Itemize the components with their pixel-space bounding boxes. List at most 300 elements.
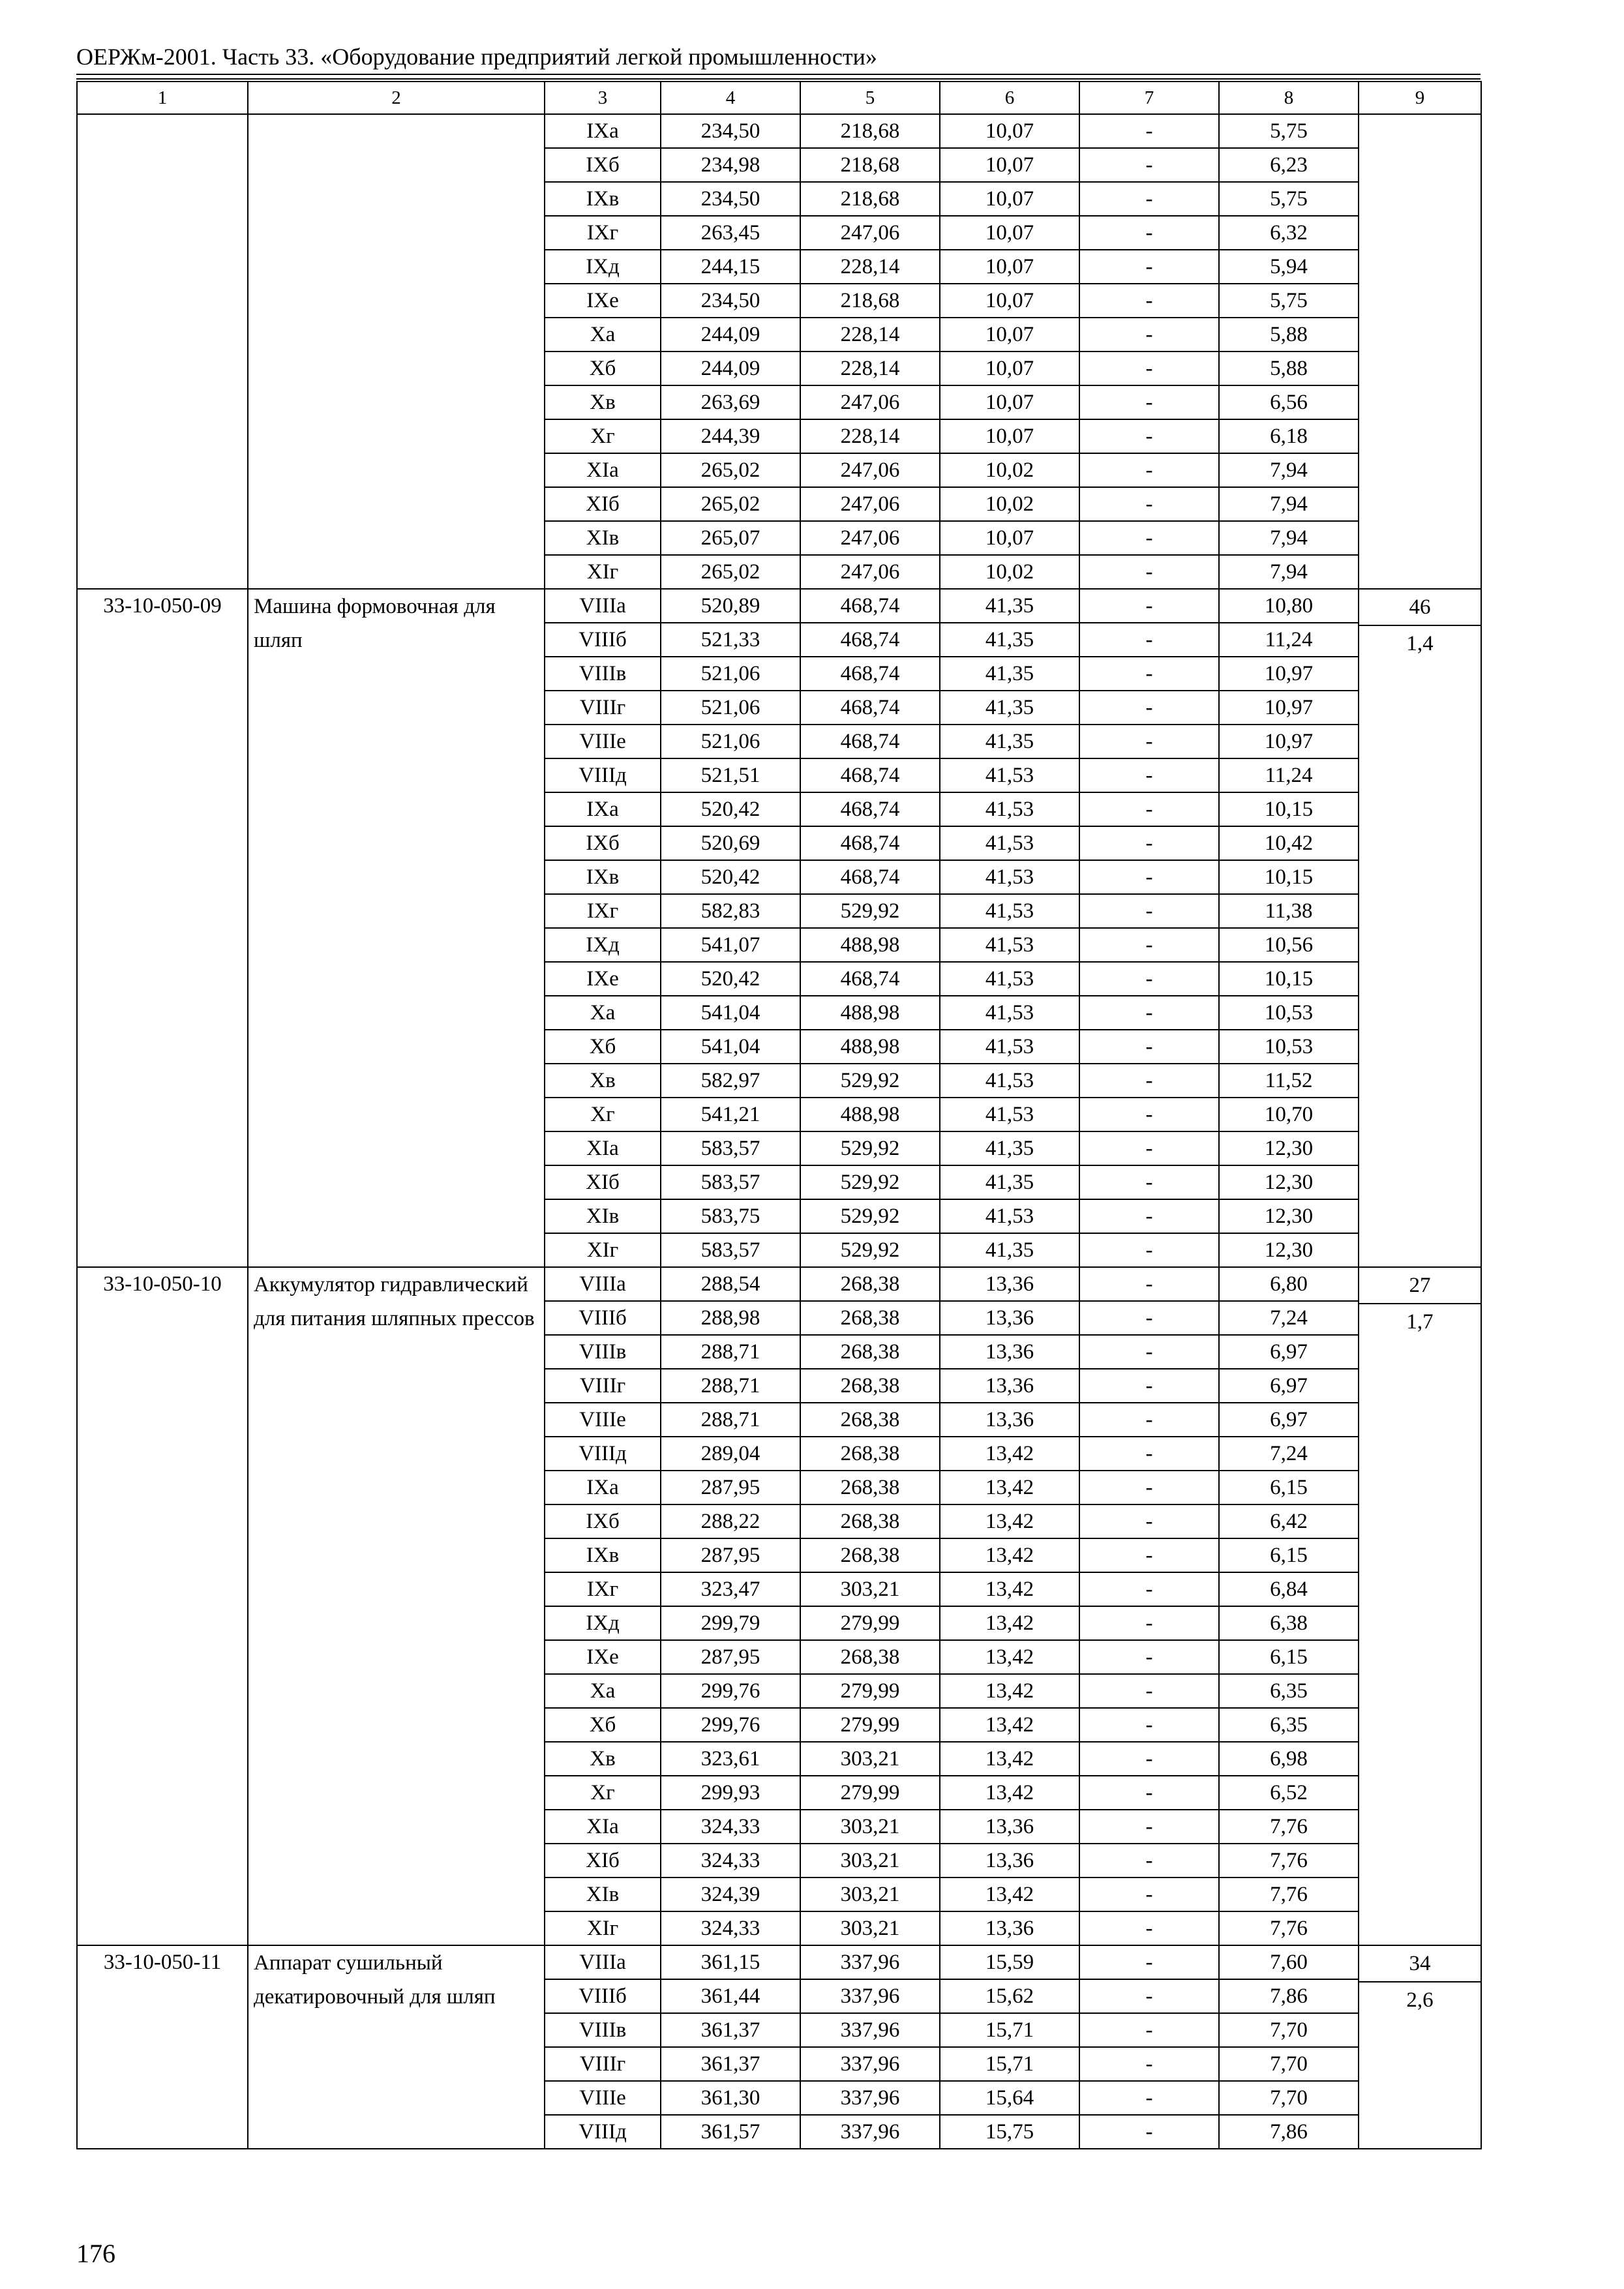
region-cell: IXд [545,250,661,284]
value-cell-7: - [1079,1437,1219,1471]
value-cell-4: 583,57 [661,1165,800,1199]
value-cell-5: 268,38 [800,1335,940,1369]
item-name [248,114,545,589]
value-cell-4: 287,95 [661,1640,800,1674]
region-cell: Xа [545,1674,661,1708]
value-cell-8: 7,86 [1219,2115,1359,2149]
value-cell-5: 228,14 [800,318,940,352]
value-cell-6: 10,07 [940,182,1079,216]
region-cell: IXа [545,1471,661,1504]
value-cell-5: 279,99 [800,1674,940,1708]
region-cell: VIIIг [545,2047,661,2081]
value-cell-8: 10,53 [1219,1030,1359,1064]
column-9-value: 46 [1409,595,1431,619]
value-cell-6: 13,42 [940,1504,1079,1538]
value-cell-7: - [1079,894,1219,928]
value-cell-5: 228,14 [800,250,940,284]
column-9-value: 34 [1409,1952,1431,1975]
item-name: Аппарат сушильный декатировочный для шляп [248,1945,545,2149]
region-cell: VIIIб [545,1301,661,1335]
region-cell: IXб [545,148,661,182]
value-cell-6: 10,07 [940,114,1079,148]
value-cell-4: 361,15 [661,1945,800,1979]
value-cell-6: 10,07 [940,250,1079,284]
value-cell-5: 488,98 [800,1098,940,1131]
item-code: 33-10-050-11 [77,1945,248,2149]
value-cell-7: - [1079,1776,1219,1810]
running-header: ОЕРЖм-2001. Часть 33. «Оборудование предприятий легкой промышленности» [76,44,877,70]
value-cell-8: 7,76 [1219,1810,1359,1844]
value-cell-5: 468,74 [800,623,940,657]
value-cell-5: 468,74 [800,792,940,826]
value-cell-5: 247,06 [800,487,940,521]
region-cell: IXа [545,792,661,826]
value-cell-4: 582,97 [661,1064,800,1098]
column-number: 2 [248,82,545,114]
value-cell-4: 521,51 [661,758,800,792]
value-cell-5: 529,92 [800,894,940,928]
value-cell-5: 337,96 [800,1979,940,2013]
value-cell-6: 13,36 [940,1267,1079,1301]
value-cell-7: - [1079,996,1219,1030]
value-cell-5: 337,96 [800,2081,940,2115]
value-cell-4: 520,42 [661,962,800,996]
region-cell: IXб [545,826,661,860]
value-cell-7: - [1079,860,1219,894]
value-cell-6: 41,35 [940,1131,1079,1165]
value-cell-8: 7,76 [1219,1844,1359,1878]
value-cell-4: 234,50 [661,284,800,318]
value-cell-5: 468,74 [800,758,940,792]
value-cell-8: 10,70 [1219,1098,1359,1131]
value-cell-8: 11,52 [1219,1064,1359,1098]
value-cell-4: 288,71 [661,1335,800,1369]
value-cell-6: 41,53 [940,792,1079,826]
value-cell-7: - [1079,1504,1219,1538]
value-cell-8: 6,15 [1219,1471,1359,1504]
value-cell-5: 488,98 [800,1030,940,1064]
value-cell-6: 10,07 [940,284,1079,318]
region-cell: Xв [545,1742,661,1776]
header-rule-bottom [76,78,1481,80]
value-cell-6: 41,35 [940,657,1079,691]
value-cell-7: - [1079,1165,1219,1199]
region-cell: XIа [545,1810,661,1844]
value-cell-4: 324,33 [661,1911,800,1945]
region-cell: IXг [545,1572,661,1606]
value-cell-7: - [1079,1979,1219,2013]
value-cell-7: - [1079,1233,1219,1267]
value-cell-5: 529,92 [800,1064,940,1098]
value-cell-7: - [1079,1538,1219,1572]
region-cell: IXг [545,216,661,250]
value-cell-5: 303,21 [800,1911,940,1945]
value-cell-6: 13,36 [940,1844,1079,1878]
value-cell-4: 299,76 [661,1708,800,1742]
value-cell-5: 247,06 [800,216,940,250]
value-cell-8: 6,84 [1219,1572,1359,1606]
value-cell-4: 520,42 [661,860,800,894]
value-cell-7: - [1079,521,1219,555]
region-cell: Xб [545,1030,661,1064]
table-row [77,114,1481,148]
value-cell-5: 268,38 [800,1437,940,1471]
value-cell-5: 303,21 [800,1810,940,1844]
region-cell: IXе [545,1640,661,1674]
region-cell: IXе [545,284,661,318]
value-cell-5: 218,68 [800,182,940,216]
value-cell-8: 10,15 [1219,962,1359,996]
value-cell-5: 268,38 [800,1538,940,1572]
value-cell-7: - [1079,758,1219,792]
value-cell-7: - [1079,453,1219,487]
region-cell: XIа [545,453,661,487]
value-cell-4: 520,69 [661,826,800,860]
value-cell-4: 361,30 [661,2081,800,2115]
value-cell-4: 541,04 [661,996,800,1030]
value-cell-8: 12,30 [1219,1199,1359,1233]
value-cell-7: - [1079,1572,1219,1606]
region-cell: VIIIд [545,758,661,792]
region-cell: IXа [545,114,661,148]
value-cell-4: 299,93 [661,1776,800,1810]
value-cell-8: 10,53 [1219,996,1359,1030]
value-cell-6: 13,36 [940,1301,1079,1335]
value-cell-6: 41,35 [940,1233,1079,1267]
value-cell-7: - [1079,1844,1219,1878]
value-cell-7: - [1079,962,1219,996]
value-cell-7: - [1079,1708,1219,1742]
region-cell: Xа [545,996,661,1030]
value-cell-4: 521,06 [661,657,800,691]
value-cell-4: 324,39 [661,1878,800,1911]
value-cell-5: 218,68 [800,284,940,318]
value-cell-7: - [1079,2047,1219,2081]
region-cell: XIа [545,1131,661,1165]
value-cell-8: 7,94 [1219,453,1359,487]
value-cell-4: 287,95 [661,1471,800,1504]
value-cell-8: 6,32 [1219,216,1359,250]
value-cell-8: 6,15 [1219,1538,1359,1572]
item-name: Аккумулятор гидравлический для питания шляпных прессов [248,1267,545,1945]
region-cell: XIб [545,487,661,521]
value-cell-4: 323,61 [661,1742,800,1776]
value-cell-5: 468,74 [800,860,940,894]
value-cell-4: 361,37 [661,2013,800,2047]
value-cell-5: 468,74 [800,826,940,860]
value-cell-8: 7,94 [1219,521,1359,555]
value-cell-4: 299,76 [661,1674,800,1708]
value-cell-5: 468,74 [800,657,940,691]
region-cell: VIIIг [545,1369,661,1403]
value-cell-8: 12,30 [1219,1233,1359,1267]
value-cell-7: - [1079,2115,1219,2149]
value-cell-5: 218,68 [800,114,940,148]
value-cell-5: 268,38 [800,1403,940,1437]
value-cell-5: 268,38 [800,1369,940,1403]
value-cell-7: - [1079,1301,1219,1335]
value-cell-8: 5,75 [1219,182,1359,216]
value-cell-8: 6,97 [1219,1335,1359,1369]
value-cell-6: 10,02 [940,555,1079,589]
table-row [77,1945,1481,1979]
column-number: 4 [661,82,800,114]
value-cell-7: - [1079,826,1219,860]
value-cell-8: 6,23 [1219,148,1359,182]
value-cell-5: 529,92 [800,1233,940,1267]
value-cell-4: 265,02 [661,555,800,589]
region-cell: Xб [545,352,661,385]
value-cell-6: 41,35 [940,725,1079,758]
value-cell-8: 11,24 [1219,623,1359,657]
value-cell-5: 268,38 [800,1301,940,1335]
value-cell-7: - [1079,2013,1219,2047]
value-cell-4: 361,37 [661,2047,800,2081]
value-cell-5: 228,14 [800,352,940,385]
region-cell: Xг [545,1098,661,1131]
value-cell-6: 10,07 [940,521,1079,555]
value-cell-7: - [1079,589,1219,623]
value-cell-5: 488,98 [800,996,940,1030]
region-cell: XIв [545,1199,661,1233]
value-cell-8: 10,80 [1219,589,1359,623]
item-code: 33-10-050-10 [77,1267,248,1945]
value-cell-6: 41,35 [940,1165,1079,1199]
value-cell-6: 15,71 [940,2047,1079,2081]
value-cell-7: - [1079,928,1219,962]
value-cell-6: 13,42 [940,1878,1079,1911]
value-cell-6: 10,02 [940,453,1079,487]
value-cell-5: 468,74 [800,725,940,758]
item-code [77,114,248,589]
value-cell-6: 13,42 [940,1572,1079,1606]
page-number: 176 [76,2239,115,2268]
region-cell: IXе [545,962,661,996]
column-9-value: 2,6 [1359,1981,1481,2018]
value-cell-4: 541,21 [661,1098,800,1131]
value-cell-5: 468,74 [800,962,940,996]
region-cell: VIIIв [545,657,661,691]
value-cell-6: 15,64 [940,2081,1079,2115]
value-cell-8: 5,94 [1219,250,1359,284]
region-cell: Xг [545,1776,661,1810]
value-cell-6: 10,07 [940,318,1079,352]
value-cell-5: 337,96 [800,2047,940,2081]
value-cell-5: 303,21 [800,1742,940,1776]
region-cell: VIIIв [545,2013,661,2047]
value-cell-4: 263,69 [661,385,800,419]
value-cell-7: - [1079,1030,1219,1064]
value-cell-4: 324,33 [661,1810,800,1844]
value-cell-7: - [1079,352,1219,385]
value-cell-6: 13,42 [940,1742,1079,1776]
table-body [77,82,1481,2149]
value-cell-5: 303,21 [800,1572,940,1606]
value-cell-8: 11,24 [1219,758,1359,792]
value-cell-5: 247,06 [800,521,940,555]
column-number: 1 [77,82,248,114]
value-cell-7: - [1079,1064,1219,1098]
value-cell-4: 265,02 [661,453,800,487]
value-cell-8: 5,75 [1219,114,1359,148]
value-cell-6: 13,36 [940,1403,1079,1437]
value-cell-8: 6,15 [1219,1640,1359,1674]
value-cell-4: 244,09 [661,318,800,352]
value-cell-7: - [1079,691,1219,725]
column-9-cell [1359,1945,1481,2149]
value-cell-5: 529,92 [800,1165,940,1199]
value-cell-8: 10,15 [1219,860,1359,894]
value-cell-7: - [1079,1471,1219,1504]
value-cell-6: 15,59 [940,1945,1079,1979]
value-cell-5: 247,06 [800,555,940,589]
value-cell-4: 265,02 [661,487,800,521]
value-cell-8: 6,42 [1219,1504,1359,1538]
header-rule-top [76,74,1481,75]
value-cell-7: - [1079,1640,1219,1674]
column-number: 7 [1079,82,1219,114]
item-code: 33-10-050-09 [77,589,248,1267]
value-cell-4: 361,44 [661,1979,800,2013]
table-row [77,589,1481,623]
value-cell-7: - [1079,1403,1219,1437]
value-cell-4: 541,07 [661,928,800,962]
value-cell-7: - [1079,1199,1219,1233]
column-number-row [77,82,1481,114]
value-cell-5: 303,21 [800,1844,940,1878]
value-cell-5: 488,98 [800,928,940,962]
value-cell-7: - [1079,182,1219,216]
region-cell: VIIIе [545,2081,661,2115]
value-cell-5: 268,38 [800,1267,940,1301]
value-cell-5: 268,38 [800,1471,940,1504]
value-cell-8: 7,94 [1219,555,1359,589]
value-cell-4: 583,57 [661,1233,800,1267]
value-cell-6: 10,02 [940,487,1079,521]
value-cell-8: 11,38 [1219,894,1359,928]
value-cell-6: 15,75 [940,2115,1079,2149]
value-cell-8: 5,75 [1219,284,1359,318]
value-cell-6: 41,53 [940,1098,1079,1131]
value-cell-4: 265,07 [661,521,800,555]
value-cell-5: 247,06 [800,385,940,419]
value-cell-6: 41,35 [940,623,1079,657]
value-cell-6: 13,42 [940,1606,1079,1640]
value-cell-4: 583,75 [661,1199,800,1233]
value-cell-6: 41,53 [940,1064,1079,1098]
value-cell-5: 337,96 [800,2115,940,2149]
value-cell-6: 41,53 [940,826,1079,860]
region-cell: XIг [545,555,661,589]
value-cell-8: 10,97 [1219,725,1359,758]
value-cell-4: 299,79 [661,1606,800,1640]
value-cell-6: 13,42 [940,1674,1079,1708]
value-cell-7: - [1079,318,1219,352]
value-cell-7: - [1079,1131,1219,1165]
region-cell: XIв [545,1878,661,1911]
value-cell-4: 289,04 [661,1437,800,1471]
value-cell-5: 279,99 [800,1708,940,1742]
value-cell-8: 6,97 [1219,1369,1359,1403]
value-cell-7: - [1079,1674,1219,1708]
value-cell-8: 7,76 [1219,1911,1359,1945]
value-cell-7: - [1079,1098,1219,1131]
value-cell-6: 41,35 [940,589,1079,623]
value-cell-8: 5,88 [1219,318,1359,352]
value-cell-5: 337,96 [800,2013,940,2047]
value-cell-4: 288,98 [661,1301,800,1335]
value-cell-6: 13,36 [940,1911,1079,1945]
value-cell-7: - [1079,114,1219,148]
value-cell-8: 7,94 [1219,487,1359,521]
value-cell-8: 7,24 [1219,1301,1359,1335]
value-cell-6: 13,42 [940,1437,1079,1471]
value-cell-4: 244,09 [661,352,800,385]
value-cell-8: 6,18 [1219,419,1359,453]
value-cell-4: 520,42 [661,792,800,826]
column-9-value: 1,4 [1359,625,1481,661]
value-cell-7: - [1079,792,1219,826]
value-cell-6: 41,53 [940,1030,1079,1064]
value-cell-6: 41,35 [940,691,1079,725]
value-cell-5: 228,14 [800,419,940,453]
value-cell-7: - [1079,216,1219,250]
value-cell-5: 268,38 [800,1640,940,1674]
value-cell-7: - [1079,1911,1219,1945]
value-cell-8: 6,97 [1219,1403,1359,1437]
region-cell: VIIIг [545,691,661,725]
value-cell-6: 13,42 [940,1776,1079,1810]
value-cell-4: 244,39 [661,419,800,453]
value-cell-7: - [1079,1810,1219,1844]
value-cell-6: 41,53 [940,928,1079,962]
value-cell-6: 13,42 [940,1471,1079,1504]
value-cell-6: 13,42 [940,1640,1079,1674]
value-cell-4: 288,71 [661,1369,800,1403]
region-cell: XIг [545,1911,661,1945]
region-cell: VIIIб [545,623,661,657]
value-cell-5: 247,06 [800,453,940,487]
value-cell-6: 41,53 [940,894,1079,928]
value-cell-4: 287,95 [661,1538,800,1572]
value-cell-4: 541,04 [661,1030,800,1064]
region-cell: VIIIа [545,1945,661,1979]
value-cell-7: - [1079,250,1219,284]
value-cell-8: 10,97 [1219,657,1359,691]
value-cell-6: 41,53 [940,758,1079,792]
region-cell: VIIIд [545,2115,661,2149]
region-cell: IXб [545,1504,661,1538]
value-cell-6: 15,71 [940,2013,1079,2047]
value-cell-6: 13,36 [940,1369,1079,1403]
value-cell-5: 279,99 [800,1776,940,1810]
value-cell-5: 279,99 [800,1606,940,1640]
value-cell-7: - [1079,1878,1219,1911]
region-cell: XIб [545,1165,661,1199]
value-cell-6: 41,53 [940,860,1079,894]
value-cell-7: - [1079,1945,1219,1979]
value-cell-6: 41,53 [940,996,1079,1030]
value-cell-4: 583,57 [661,1131,800,1165]
value-cell-8: 6,38 [1219,1606,1359,1640]
value-cell-7: - [1079,2081,1219,2115]
column-number: 8 [1219,82,1359,114]
value-cell-7: - [1079,1369,1219,1403]
region-cell: XIг [545,1233,661,1267]
column-number: 3 [545,82,661,114]
value-cell-4: 288,22 [661,1504,800,1538]
value-cell-4: 288,54 [661,1267,800,1301]
